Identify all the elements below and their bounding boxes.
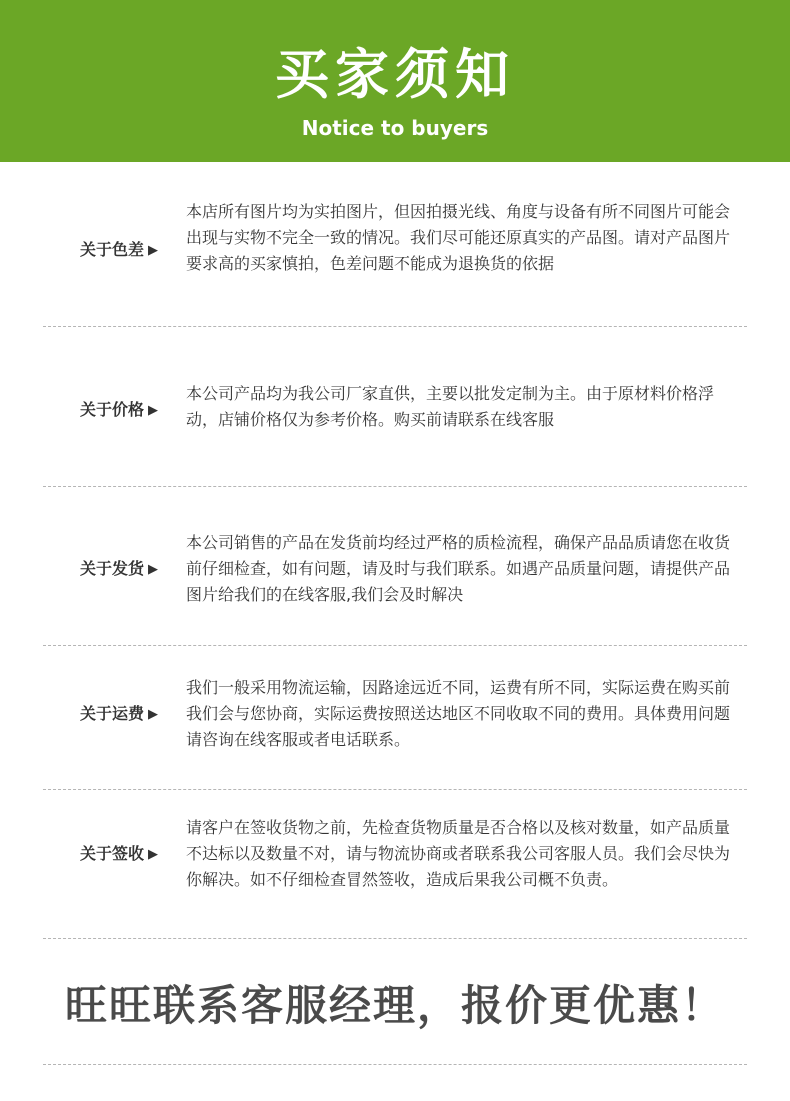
arrow-right-icon: ▶ [148, 707, 159, 722]
header-banner [0, 0, 790, 162]
divider [43, 326, 747, 327]
section-label-text: 关于色差 [80, 240, 145, 259]
arrow-right-icon: ▶ [148, 562, 159, 577]
arrow-right-icon: ▶ [148, 403, 159, 418]
page-subtitle: Notice to buyers [301, 116, 489, 140]
page-title: 买家须知 [275, 43, 515, 106]
section-text: 本店所有图片均为实拍图片，但因拍摄光线、角度与设备有所不同图片可能会出现与实物不完全一致的情况。我们尽可能还原真实的产品图。请对产品图片要求高的买家慎拍，色差问题不能成为退换货的依据 [186, 202, 731, 273]
section-label [80, 701, 180, 724]
divider [43, 486, 747, 487]
contact-slogan: 旺旺联系客服经理，报价更优惠！ [64, 981, 725, 1030]
divider [43, 1064, 747, 1065]
section-text: 本公司销售的产品在发货前均经过严格的质检流程，确保产品品质请您在收货前仔细检查，如有问题，请及时与我们联系。如遇产品质量问题，请提供产品图片给我们的在线客服,我们会及时解决 [186, 533, 731, 604]
section-label-text: 关于发货 [80, 559, 145, 578]
divider [43, 645, 747, 646]
arrow-right-icon: ▶ [148, 847, 159, 862]
section-label-text: 关于签收 [80, 844, 145, 863]
section-label [80, 237, 180, 260]
section-label [80, 841, 180, 864]
section-text: 本公司产品均为我公司厂家直供，主要以批发定制为主。由于原材料价格浮动，店铺价格仅为参考价格。购买前请联系在线客服 [186, 384, 715, 429]
arrow-right-icon: ▶ [148, 243, 159, 258]
section-label [80, 397, 180, 420]
section-label [80, 556, 180, 579]
divider [43, 789, 747, 790]
section-label-text: 关于运费 [80, 704, 145, 723]
divider [43, 938, 747, 939]
section-label-text: 关于价格 [80, 400, 145, 419]
section-text: 我们一般采用物流运输，因路途远近不同，运费有所不同，实际运费在购买前我们会与您协商，实际运费按照送达地区不同收取不同的费用。具体费用问题请咨询在线客服或者电话联系。 [186, 678, 731, 749]
section-text: 请客户在签收货物之前，先检查货物质量是否合格以及核对数量，如产品质量不达标以及数量不对，请与物流协商或者联系我公司客服人员。我们会尽快为你解决。如不仔细检查冒然签收，造成后果我公司概不负责。 [186, 818, 731, 889]
